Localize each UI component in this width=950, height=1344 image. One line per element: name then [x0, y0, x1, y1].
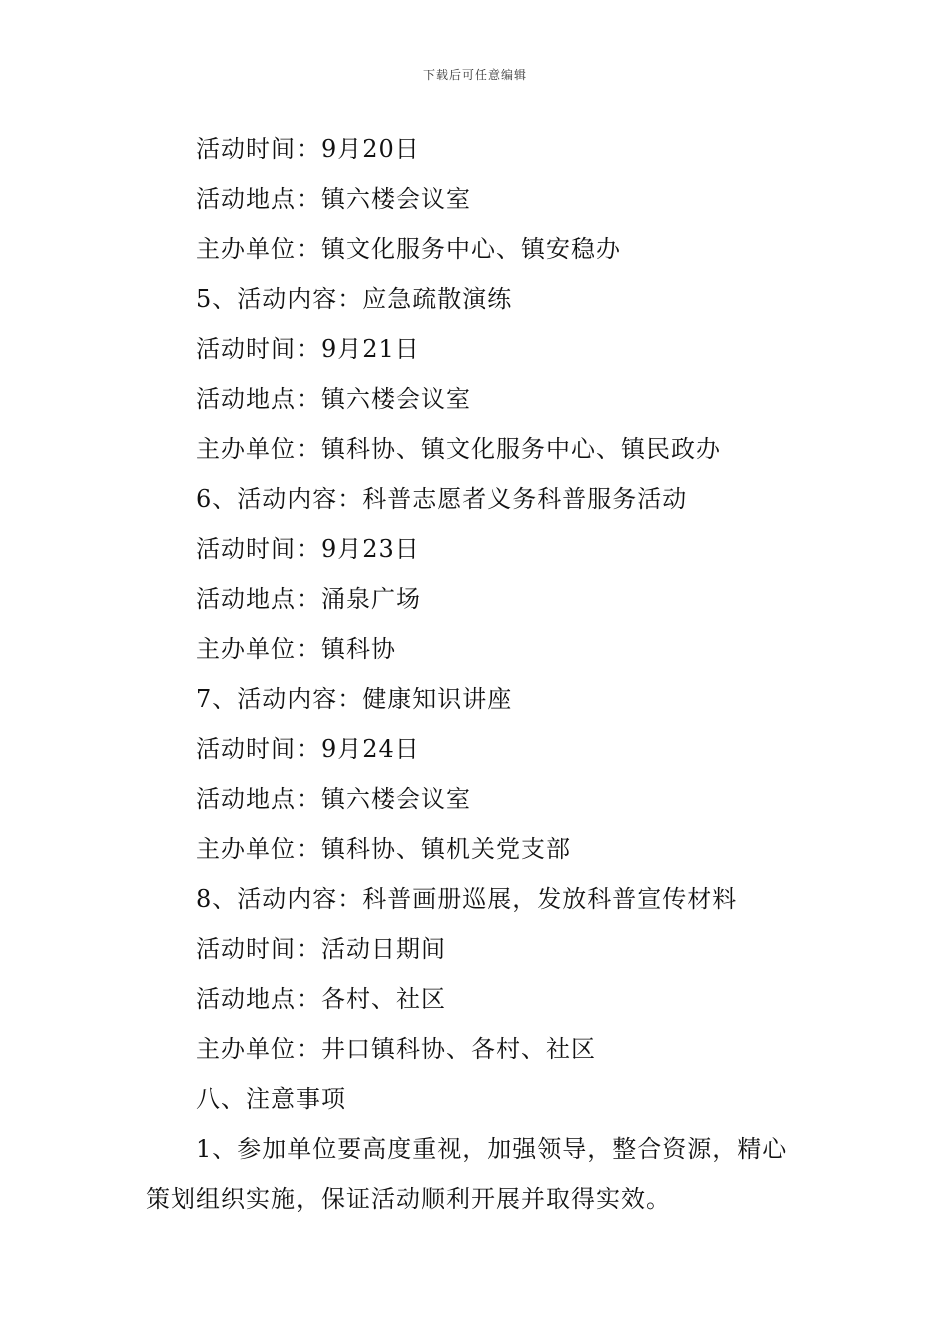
- text-line: 活动地点：涌泉广场: [196, 585, 421, 613]
- text-line: 活动地点：各村、社区: [196, 985, 446, 1013]
- section-heading: 八、注意事项: [196, 1085, 346, 1113]
- text-line: 活动时间：9月20日: [196, 135, 420, 163]
- text-line: 活动地点：镇六楼会议室: [196, 785, 471, 813]
- activity-item-heading: 6、活动内容：科普志愿者义务科普服务活动: [196, 485, 688, 513]
- text-line: 活动时间：9月23日: [196, 535, 420, 563]
- activity-item-heading: 8、活动内容：科普画册巡展，发放科普宣传材料: [196, 885, 738, 913]
- text-line: 主办单位：镇科协、镇文化服务中心、镇民政办: [196, 435, 721, 463]
- text-line: 活动时间：活动日期间: [196, 935, 446, 963]
- page-header: 下载后可任意编辑: [422, 68, 527, 82]
- text-line: 活动地点：镇六楼会议室: [196, 185, 471, 213]
- notice-paragraph: 1、参加单位要高度重视，加强领导，整合资源，精心策划组织实施，保证活动顺利开展并取得实效。: [146, 1135, 788, 1213]
- activity-item-heading: 7、活动内容：健康知识讲座: [196, 685, 513, 713]
- text-line: 主办单位：镇文化服务中心、镇安稳办: [196, 235, 621, 263]
- text-line: 主办单位：镇科协: [196, 635, 396, 663]
- text-line: 活动时间：9月24日: [196, 735, 420, 763]
- text-line: 主办单位：井口镇科协、各村、社区: [196, 1035, 596, 1063]
- text-line: 活动地点：镇六楼会议室: [196, 385, 471, 413]
- text-line: 活动时间：9月21日: [196, 335, 420, 363]
- text-line: 主办单位：镇科协、镇机关党支部: [196, 835, 571, 863]
- activity-item-heading: 5、活动内容：应急疏散演练: [196, 285, 513, 313]
